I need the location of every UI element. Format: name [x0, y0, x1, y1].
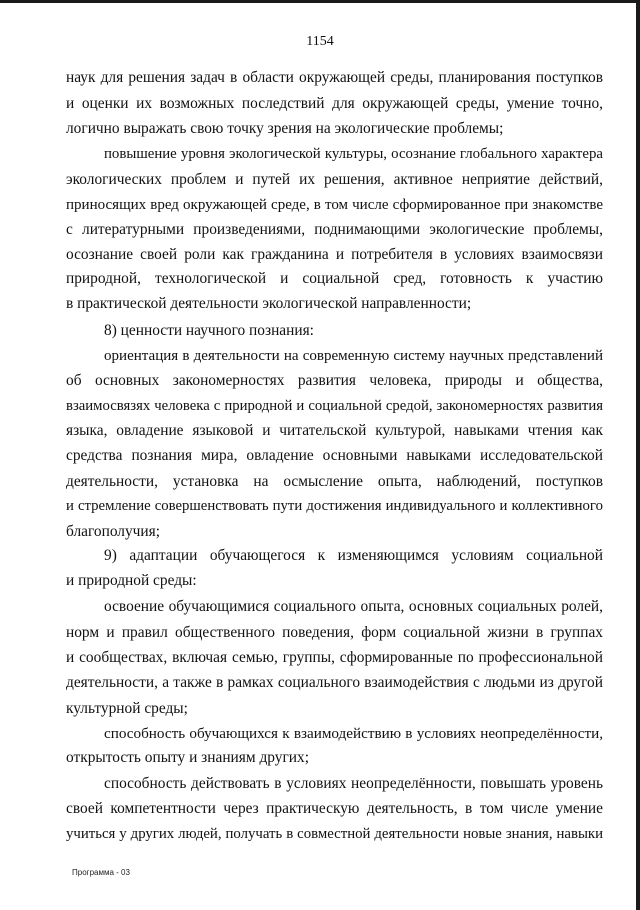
section-heading: и природной среды: [66, 572, 197, 589]
text-line: осознание своей роли как гражданина и потребителя в условиях взаимосвязи [66, 246, 603, 263]
text-line: взаимосвязях человека с природной и социальной средой, закономерностях развития [66, 398, 603, 414]
text-line: благополучия; [66, 523, 161, 540]
scan-border-top [0, 0, 640, 3]
text-line: и стремление совершенствовать пути достижения индивидуального и коллективного [66, 498, 603, 514]
text-line: экологических проблем и путей их решения, активное неприятие действий, [66, 171, 603, 188]
scan-border-right [636, 0, 640, 910]
text-line: и сообществах, включая семью, группы, сформированные по профессиональной [66, 649, 603, 666]
footer-program-code: Программа - 03 [72, 868, 130, 877]
text-line: природной, технологической и социальной сред, готовность к участию [66, 270, 603, 287]
text-line: повышение уровня экологической культуры, осознание глобального характера [104, 146, 603, 162]
text-line: в практической деятельности экологической направленности; [66, 295, 472, 312]
section-heading: 9) адаптации обучающегося к изменяющимся условиям социальной [104, 547, 603, 564]
text-line: приносящих вред окружающей среде, в том числе сформированное при знакомстве [66, 197, 603, 213]
text-line: и оценки их возможных последствий для окружающей среды, умение точно, [66, 95, 603, 112]
text-line: об основных закономерностях развития человека, природы и общества, [66, 372, 603, 389]
text-line: наук для решения задач в области окружающей среды, планирования поступков [66, 69, 603, 86]
text-line: деятельности, установка на осмысление опыта, наблюдений, поступков [66, 473, 603, 490]
text-line: деятельности, а также в рамках социального взаимодействия с людьми из другой [66, 674, 603, 691]
text-line: способность действовать в условиях неопределённости, повышать уровень [104, 775, 603, 792]
text-line: освоение обучающимися социального опыта, основных социальных ролей, [104, 598, 603, 615]
section-heading: 8) ценности научного познания: [104, 322, 314, 339]
page-number: 1154 [306, 34, 334, 49]
text-line: своей компетентности через практическую деятельность, в том числе умение [66, 800, 603, 817]
text-line: с литературными произведениями, поднимающими экологические проблемы, [66, 221, 603, 238]
text-line: языка, овладение языковой и читательской культурой, навыками чтения как [66, 422, 603, 439]
text-line: средства познания мира, овладение основными навыками исследовательской [66, 447, 603, 464]
text-line: культурной среды; [66, 700, 188, 717]
text-line: открытость опыту и знаниям других; [66, 749, 310, 766]
text-line: логично выражать свою точку зрения на экологические проблемы; [66, 120, 504, 137]
text-line: учиться у других людей, получать в совместной деятельности новые знания, навыки [66, 826, 603, 842]
text-line: норм и правил общественного поведения, форм социальной жизни в группах [66, 624, 603, 641]
text-line: способность обучающихся к взаимодействию в условиях неопределённости, [104, 725, 603, 742]
text-line: ориентация в деятельности на современную систему научных представлений [104, 348, 603, 364]
